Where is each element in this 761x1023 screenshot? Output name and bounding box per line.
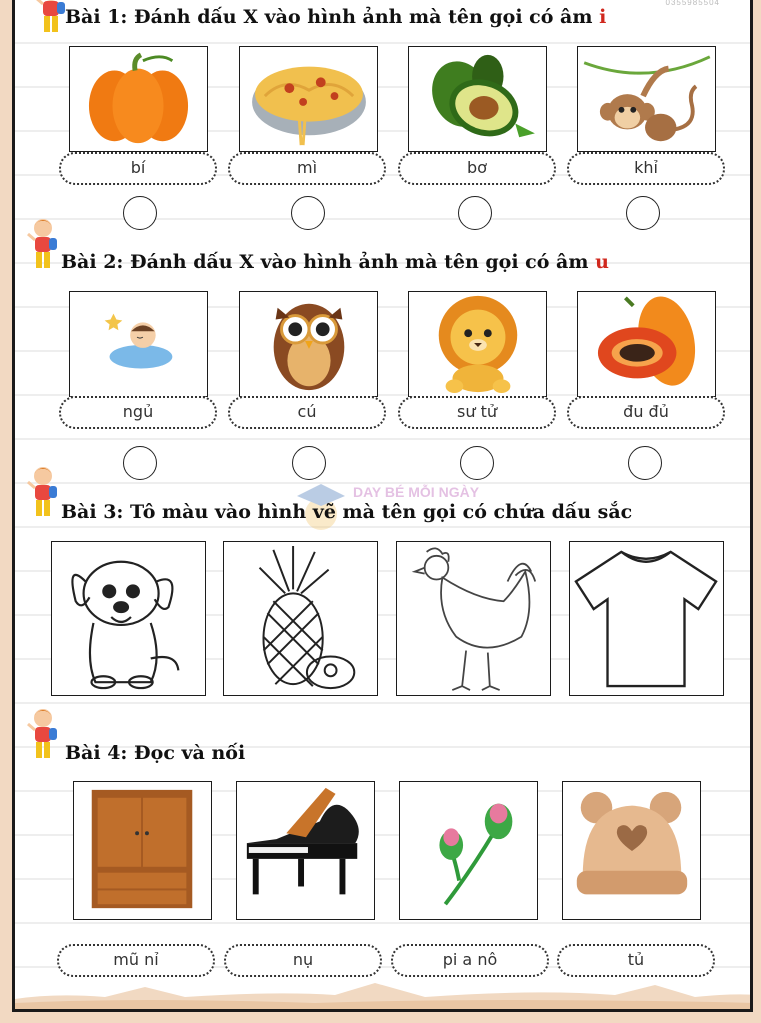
answer-circle-bo[interactable] [458, 196, 492, 230]
flower-bud-picture[interactable] [399, 781, 538, 920]
lion-picture [408, 291, 547, 397]
answer-circle-du-du[interactable] [628, 446, 662, 480]
exercise1-highlight: i [599, 6, 607, 28]
chicken-picture[interactable] [396, 541, 551, 696]
monkey-picture [577, 46, 716, 152]
exercise2-highlight: u [595, 251, 609, 273]
owl-icon [240, 292, 377, 396]
sleeping-baby-icon [70, 292, 207, 396]
lion-icon [409, 292, 546, 396]
papaya-picture [577, 291, 716, 397]
exercise4-title: Bài 4: Đọc và nối [65, 742, 246, 764]
worksheet [12, 0, 753, 1012]
exercise2-title-text: Bài 2: Đánh dấu X vào hình ảnh mà tên gọi có âm [61, 251, 596, 273]
puppy-picture[interactable] [51, 541, 206, 696]
pineapple-picture[interactable] [223, 541, 378, 696]
tshirt-icon [570, 542, 723, 695]
pumpkin-icon [70, 47, 207, 151]
piano-picture[interactable] [236, 781, 375, 920]
top-number: 0355985504 [665, 0, 720, 7]
puppy-icon [52, 542, 205, 695]
monkey-icon [578, 47, 715, 151]
exercise1-title-text: Bài 1: Đánh dấu X vào hình ảnh mà tên gọi có âm [65, 6, 600, 28]
tshirt-picture[interactable] [569, 541, 724, 696]
exercise2-title [61, 251, 609, 273]
word-card-du-du: đu đủ [567, 396, 725, 429]
ground-decoration-icon [15, 975, 753, 1009]
answer-circle-mi[interactable] [291, 196, 325, 230]
word-card-khi: khỉ [567, 152, 725, 185]
papaya-icon [578, 292, 715, 396]
kid-mascot-icon [25, 214, 61, 272]
pineapple-icon [224, 542, 377, 695]
piano-icon [237, 782, 374, 919]
answer-circle-khi[interactable] [626, 196, 660, 230]
word-card-ngu: ngủ [59, 396, 217, 429]
flower-bud-icon [400, 782, 537, 919]
kid-mascot-icon [25, 462, 61, 520]
noodles-icon [240, 47, 377, 151]
sleeping-baby-picture [69, 291, 208, 397]
answer-circle-ngu[interactable] [123, 446, 157, 480]
kid-mascot-icon [33, 0, 69, 36]
answer-circle-su-tu[interactable] [460, 446, 494, 480]
answer-circle-cu[interactable] [292, 446, 326, 480]
answer-circle-bi[interactable] [123, 196, 157, 230]
avocado-picture [408, 46, 547, 152]
exercise3-title: Bài 3: Tô màu vào hình vẽ mà tên gọi có chứa dấu sắc [61, 501, 633, 523]
wardrobe-icon [74, 782, 211, 919]
word-card-su-tu: sư tử [398, 396, 556, 429]
kid-mascot-icon [25, 704, 61, 762]
word-card-mi: mì [228, 152, 386, 185]
word-card-nu[interactable]: nụ [224, 944, 382, 977]
word-card-mu-ni[interactable]: mũ nỉ [57, 944, 215, 977]
owl-picture [239, 291, 378, 397]
chicken-icon [397, 542, 550, 695]
watermark-text: DAY BÉ MỖI NGÀY [353, 484, 480, 500]
knit-hat-icon [563, 782, 700, 919]
wardrobe-picture[interactable] [73, 781, 212, 920]
exercise1-title [65, 6, 606, 28]
word-card-tu[interactable]: tủ [557, 944, 715, 977]
word-card-bo: bơ [398, 152, 556, 185]
word-card-pi-a-no[interactable]: pi a nô [391, 944, 549, 977]
noodles-picture [239, 46, 378, 152]
knit-hat-picture[interactable] [562, 781, 701, 920]
word-card-cu: cú [228, 396, 386, 429]
avocado-icon [409, 47, 546, 151]
word-card-bi: bí [59, 152, 217, 185]
pumpkin-picture [69, 46, 208, 152]
